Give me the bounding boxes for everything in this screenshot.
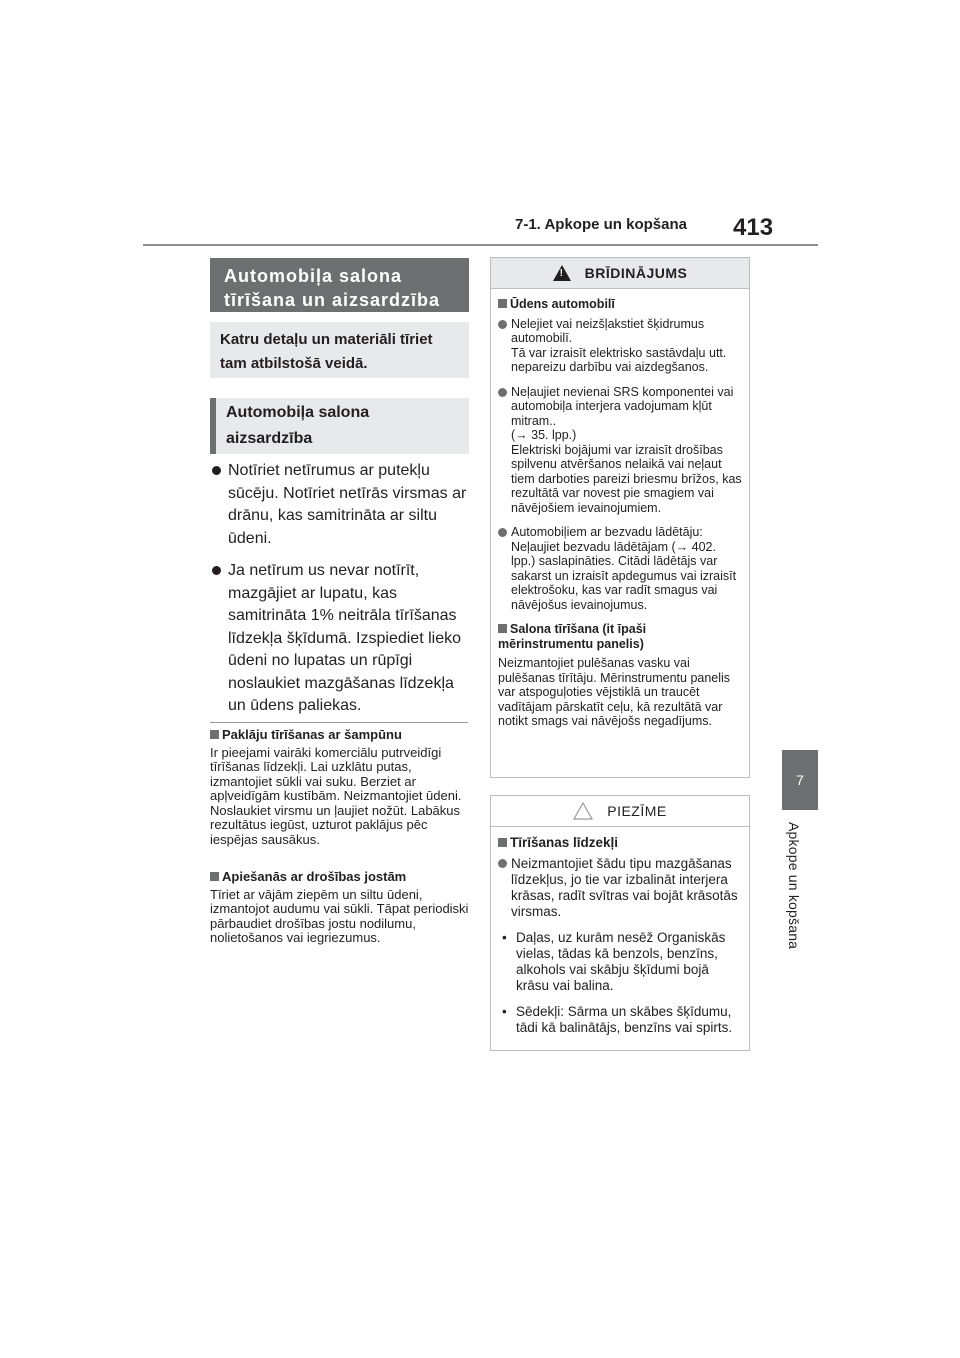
bullet-text: Ja netīrum us nevar notīrīt, mazgājiet ar lupatu, kas samitrināta 1% neitrāla tīrīšanas līdzekļa šķīdumā. Izspiediet lieko ūdeni no lupatas un rūpīgi noslaukiet mazgāšanas līdzekļa un ūdens paliekas. bbox=[228, 562, 461, 714]
warning-triangle-icon: ! bbox=[553, 265, 571, 281]
note-title: PIEZĪME bbox=[607, 803, 667, 819]
intro-box: Katru detaļu un materiāli tīriet tam atbilstošā veidā. bbox=[210, 322, 469, 378]
note-dash-item: • Daļas, uz kurām nesēž Organiskās vielas, tādas kā benzols, benzīns, alkohols vai skābju šķīdumi bojā krāsu vai balina. bbox=[502, 930, 726, 993]
warning-header bbox=[491, 258, 749, 289]
bullet-icon bbox=[498, 528, 507, 537]
divider bbox=[210, 722, 468, 723]
bullet-icon bbox=[212, 466, 221, 475]
warning-item: Automobiļiem ar bezvadu lādētāju: Neļaujiet bezvadu lādētājam (→ 402. lpp.) saslapināties. Citādi lādētājs var sakarst un izraisīt apdegumus vai izraisīt elektrošoku, kas var radīt smagus vai nāvējošus ievainojumus. bbox=[498, 525, 742, 612]
page-number: 413 bbox=[733, 214, 774, 241]
subsection-heading: Paklāju tīrīšanas ar šampūnu bbox=[210, 728, 472, 743]
bullet-icon bbox=[212, 566, 221, 575]
warning-body bbox=[491, 289, 749, 729]
bullet-text: Notīriet netīrumus ar putekļu sūcēju. Notīriet netīrās virsmas ar drānu, kas samitrināta ar siltu ūdeni. bbox=[228, 462, 467, 547]
square-bullet-icon bbox=[498, 299, 507, 308]
warning-title: BRĪDINĀJUMS bbox=[584, 265, 688, 281]
bullet-icon bbox=[498, 859, 507, 868]
subsection-text: Tīriet ar vājām ziepēm un siltu ūdeni, izmantojot audumu vai sūkli. Tāpat periodiski pārbaudiet drošības jostu nodilumu, nolietošanos vai iegriezumus. bbox=[210, 886, 469, 945]
warning-item: Nelejiet vai neizšļakstiet šķidrumus automobilī. Tā var izraisīt elektrisko sastāvdaļu utt. nepareizu darbību vai aizdegšanos. bbox=[498, 317, 742, 375]
note-dash-item: • Sēdekļi: Sārma un skābes šķīdumu, tādi kā balinātājs, benzīns vai spirts. bbox=[502, 1004, 733, 1035]
square-bullet-icon bbox=[210, 872, 219, 881]
carpet-section bbox=[210, 728, 472, 847]
square-bullet-icon bbox=[498, 624, 507, 633]
seatbelt-section bbox=[210, 870, 472, 946]
bullet-icon bbox=[498, 388, 507, 397]
bullet-icon bbox=[498, 320, 507, 329]
warning-subheading: Ūdens automobilī bbox=[498, 297, 742, 312]
square-bullet-icon bbox=[498, 838, 507, 847]
note-subheading: Tīrīšanas līdzekļi bbox=[498, 835, 742, 851]
section-heading: Automobiļa salona tīrīšana un aizsardzība bbox=[210, 258, 469, 312]
subheading: Automobiļa salona aizsardzība bbox=[210, 398, 469, 454]
note-body bbox=[491, 827, 749, 1036]
warning-item: Neļaujiet nevienai SRS komponentei vai automobiļa interjera vadojumam kļūt mitram.. (→ 35. lpp.) Elektriski bojājumi var izraisīt drošības spilvenu atvēršanos nelaikā vai neļaut tiem darboties pareizi briesmu brīžos, kas rezultātā var novest pie smagiem vai nāvējošiem ievainojumiem. bbox=[498, 385, 742, 516]
notice-triangle-icon bbox=[573, 802, 593, 820]
header-divider bbox=[143, 244, 818, 246]
note-panel bbox=[490, 795, 750, 1051]
chapter-tab: 7 bbox=[782, 750, 818, 810]
warning-panel bbox=[490, 257, 750, 778]
note-item: Neizmantojiet šādu tipu mazgāšanas līdzekļus, jo tie var izbalināt interjera krāsas, radīt svītras vai bojāt krāsotās virsmas. bbox=[498, 856, 742, 920]
list-item bbox=[210, 460, 472, 550]
bullet-list bbox=[210, 460, 472, 728]
list-item bbox=[210, 560, 472, 718]
warning-text: Neizmantojiet pulēšanas vasku vai pulēšanas tīrītāju. Mērinstrumentu panelis var atspoguļoties vējstiklā un traucēt vadītājam pārskatīt ceļu, kā rezultātā var notikt smags vai nāvējošs negadījums. bbox=[498, 656, 731, 728]
subsection-heading: Apiešanās ar drošības jostām bbox=[210, 870, 472, 885]
note-header bbox=[491, 796, 749, 827]
subsection-text: Ir pieejami vairāki komerciālu putrveidīgi tīrīšanas līdzekļi. Lai uzklātu putas, izmantojiet sūkli vai suku. Berziet ar apļveidīgām kustībām. Neizmantojiet ūdeni. Noslaukiet virsmu un ļaujiet nožūt. Labākus rezultātus iegūst, uzturot paklājus pēc iespējas sausākus. bbox=[210, 744, 462, 847]
chapter-label: Apkope un kopšana bbox=[786, 822, 802, 950]
section-title: 7-1. Apkope un kopšana bbox=[515, 216, 687, 233]
warning-subheading: Salona tīrīšana (it īpaši mērinstrumentu panelis) bbox=[498, 622, 647, 651]
square-bullet-icon bbox=[210, 730, 219, 739]
